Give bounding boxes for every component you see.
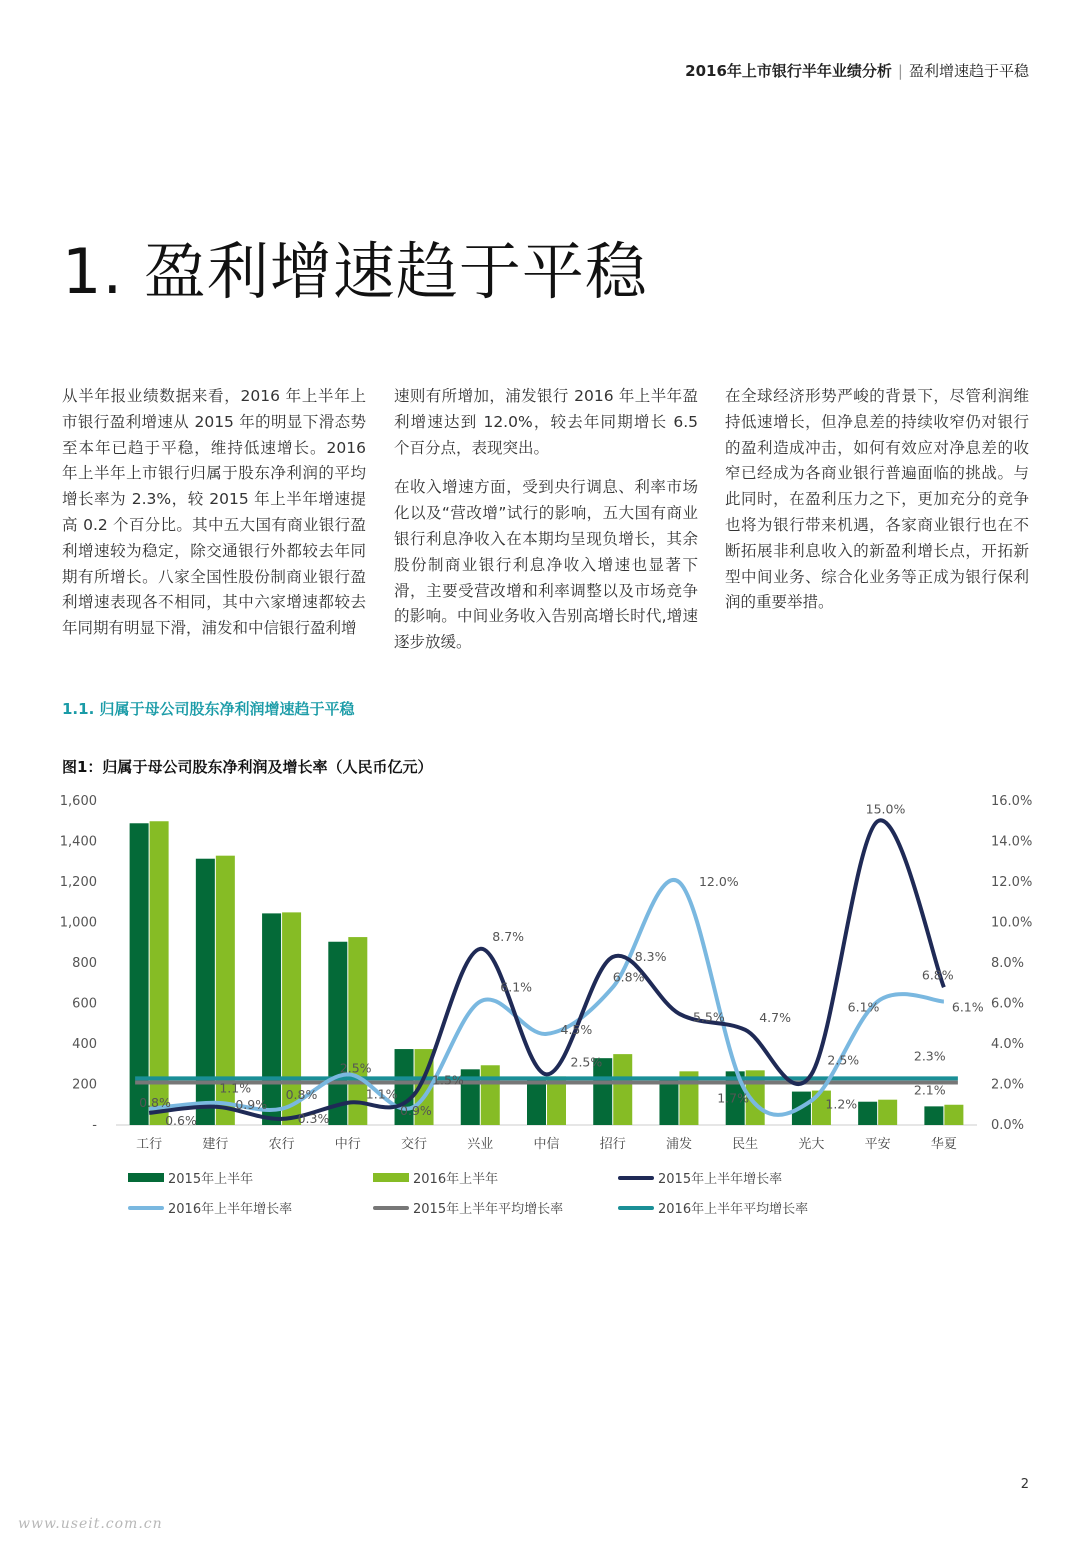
data-label-growth-2015: 8.3% xyxy=(634,948,667,964)
data-label-growth-2015: 1.1% xyxy=(365,1086,398,1102)
y-right-tick-label: 10.0% xyxy=(991,915,1033,931)
x-tick-label: 浦发 xyxy=(665,1137,692,1152)
legend-item-growth-2015 xyxy=(618,1168,782,1187)
x-tick-label: 民生 xyxy=(732,1137,759,1152)
bar-2015 xyxy=(328,942,347,1125)
legend-label: 2015年上半年增长率 xyxy=(658,1172,783,1187)
data-label-growth-2016: 1.2% xyxy=(825,1096,858,1112)
data-label-growth-2016: 0.9% xyxy=(400,1102,432,1118)
x-tick-label: 招行 xyxy=(599,1137,626,1152)
bar-2016 xyxy=(481,1065,500,1125)
bar-2016 xyxy=(944,1105,963,1125)
data-label-growth-2015: 4.7% xyxy=(759,1009,791,1025)
legend-item-avg-2016 xyxy=(618,1198,808,1217)
y-right-tick-label: 6.0% xyxy=(991,996,1025,1012)
data-label-growth-2016: 0.8% xyxy=(285,1086,318,1102)
text-column-2 xyxy=(394,384,698,670)
legend-swatch-line-growth-2016 xyxy=(128,1206,164,1210)
watermark: www.useit.com.cn xyxy=(18,1516,163,1532)
running-header xyxy=(685,60,1029,81)
data-label-growth-2015: 0.3% xyxy=(297,1110,330,1126)
data-label-growth-2016: 1.7% xyxy=(717,1090,749,1106)
y-right-tick-label: 12.0% xyxy=(991,875,1033,890)
legend-swatch-line-avg-2016 xyxy=(618,1206,654,1210)
legend-swatch-bar-2015 xyxy=(128,1173,164,1182)
paragraph: 在收入增速方面，受到央行调息、利率市场化以及“营改增”试行的影响，五大国有商业银行利息净收入在本期均呈现负增长，其余股份制商业银行利息净收入增速也显著下滑，主要受营改增和利率调整以及市场竞争的影响。中间业务收入告别高增长时代,增速逐步放缓。 xyxy=(394,478,698,652)
header-report-title: 2016年上市银行半年业绩分析 xyxy=(685,62,892,80)
data-label-growth-2015: 0.9% xyxy=(235,1096,268,1112)
legend-label: 2016年上半年 xyxy=(413,1172,499,1187)
paragraph: 从半年报业绩数据来看，2016 年上半年上市银行盈利增速从 2015 年的明显下滑态势至本年已趋于平稳，维持低速增长。2016 年上半年上市银行归属于股东净利润的平均增长率为 2.3%，较 2015 年上半年增速提高 0.2 个百分比。其中五大国有商业银行盈利增速较为稳定，除交通银行外都较去年同期有所增长。八家全国性股份制商业银行盈利增速表现各不相同，其中六家增速都较去年同期有明显下滑，浦发和中信银行盈利增 xyxy=(62,387,366,638)
x-tick-label: 平安 xyxy=(864,1137,891,1152)
x-tick-label: 交行 xyxy=(401,1137,428,1152)
x-tick-label: 光大 xyxy=(798,1137,825,1152)
y-left-tick-label: 1,000 xyxy=(59,915,97,931)
data-label-growth-2015: 8.7% xyxy=(492,928,525,944)
bar-2016 xyxy=(613,1054,632,1125)
legend-label: 2015年上半年平均增长率 xyxy=(413,1202,564,1217)
y-left-tick-label: 800 xyxy=(72,956,97,971)
y-right-tick-label: 16.0% xyxy=(991,794,1033,809)
data-label-growth-2015: 5.5% xyxy=(692,1009,725,1025)
page-number: 2 xyxy=(1020,1477,1029,1492)
y-left-tick-label: 600 xyxy=(72,996,97,1012)
data-label-growth-2015: 6.8% xyxy=(921,967,954,983)
y-right-tick-label: 2.0% xyxy=(991,1077,1025,1093)
y-right-tick-label: 0.0% xyxy=(991,1118,1025,1133)
data-label-growth-2015: 1.5% xyxy=(432,1072,464,1088)
data-label-growth-2015: 2.5% xyxy=(827,1052,860,1068)
data-label-growth-2016: 0.8% xyxy=(139,1094,171,1110)
x-tick-label: 华夏 xyxy=(930,1137,957,1152)
x-tick-label: 农行 xyxy=(268,1137,295,1152)
figure-title: 图1：归属于母公司股东净利润及增长率（人民币亿元） xyxy=(62,758,433,776)
paragraph: 在全球经济形势严峻的背景下，尽管利润维持低速增长，但净息差的持续收窄仍对银行的盈利造成冲击，如何有效应对净息差的收窄已经成为各商业银行普遍面临的挑战。与此同时，在盈利压力之下，更加充分的竞争也将为银行带来机遇，各家商业银行也在不断拓展非利息收入的新盈利增长点，开拓新型中间业务、综合化业务等正成为银行保利润的重要举措。 xyxy=(725,387,1029,612)
y-left-tick-label: - xyxy=(92,1118,97,1133)
section-heading: 1.1. 归属于母公司股东净利润增速趋于平稳 xyxy=(62,700,355,718)
bar-2015 xyxy=(262,913,281,1125)
legend-swatch-bar-2016 xyxy=(373,1173,409,1182)
text-column-3 xyxy=(725,384,1029,630)
y-left-tick-label: 400 xyxy=(72,1037,97,1052)
legend-swatch-line-avg-2015 xyxy=(373,1206,409,1210)
data-label-growth-2015: 0.6% xyxy=(165,1112,197,1128)
x-tick-label: 中行 xyxy=(334,1137,361,1152)
profit-growth-chart xyxy=(50,786,1040,1166)
legend-item-2015 xyxy=(128,1168,253,1187)
x-tick-label: 工行 xyxy=(136,1137,163,1152)
y-left-tick-label: 200 xyxy=(72,1077,97,1093)
legend-label: 2015年上半年 xyxy=(168,1172,254,1187)
legend-item-growth-2016 xyxy=(128,1198,292,1217)
paragraph: 速则有所增加，浦发银行 2016 年上半年盈利增速达到 12.0%，较去年同期增长 6.5 个百分点，表现突出。 xyxy=(394,387,698,457)
text-column-1 xyxy=(62,384,366,656)
bar-2015 xyxy=(924,1106,943,1125)
legend-label: 2016年上半年平均增长率 xyxy=(658,1202,809,1217)
bar-2016 xyxy=(878,1100,897,1125)
y-right-tick-label: 4.0% xyxy=(991,1037,1025,1052)
bar-2015 xyxy=(527,1078,546,1125)
bar-2015 xyxy=(858,1102,877,1125)
y-left-tick-label: 1,200 xyxy=(59,875,97,890)
data-label-avg-2015: 2.1% xyxy=(913,1082,946,1098)
x-tick-label: 建行 xyxy=(202,1137,229,1152)
data-label-growth-2016: 1.1% xyxy=(219,1080,252,1096)
data-label-avg-2016: 2.3% xyxy=(913,1048,946,1064)
page-title: 1. 盈利增速趋于平稳 xyxy=(62,235,648,308)
data-label-growth-2016: 4.5% xyxy=(560,1021,593,1037)
legend-item-2016 xyxy=(373,1168,498,1187)
header-separator: | xyxy=(897,62,903,80)
bar-2015 xyxy=(196,859,215,1125)
y-right-tick-label: 8.0% xyxy=(991,956,1025,971)
data-label-growth-2016: 6.8% xyxy=(612,969,645,985)
legend-item-avg-2015 xyxy=(373,1198,563,1217)
data-label-growth-2015: 15.0% xyxy=(865,801,906,817)
y-left-tick-label: 1,400 xyxy=(59,834,97,850)
data-label-growth-2016: 12.0% xyxy=(698,874,739,889)
header-section-title: 盈利增速趋于平稳 xyxy=(908,62,1029,80)
data-label-growth-2015: 2.5% xyxy=(570,1054,603,1070)
data-label-growth-2016: 6.1% xyxy=(951,999,984,1015)
y-left-tick-label: 1,600 xyxy=(59,794,97,809)
data-label-growth-2016: 6.1% xyxy=(500,979,533,995)
legend-swatch-line-growth-2015 xyxy=(618,1176,654,1180)
data-label-growth-2016: 2.5% xyxy=(339,1060,372,1076)
data-label-growth-2016: 6.1% xyxy=(847,999,880,1015)
x-tick-label: 兴业 xyxy=(467,1137,494,1152)
legend-label: 2016年上半年增长率 xyxy=(168,1202,293,1217)
x-tick-label: 中信 xyxy=(533,1137,560,1152)
bar-2015 xyxy=(659,1079,678,1125)
y-right-tick-label: 14.0% xyxy=(991,834,1033,850)
bar-2016 xyxy=(348,937,367,1125)
